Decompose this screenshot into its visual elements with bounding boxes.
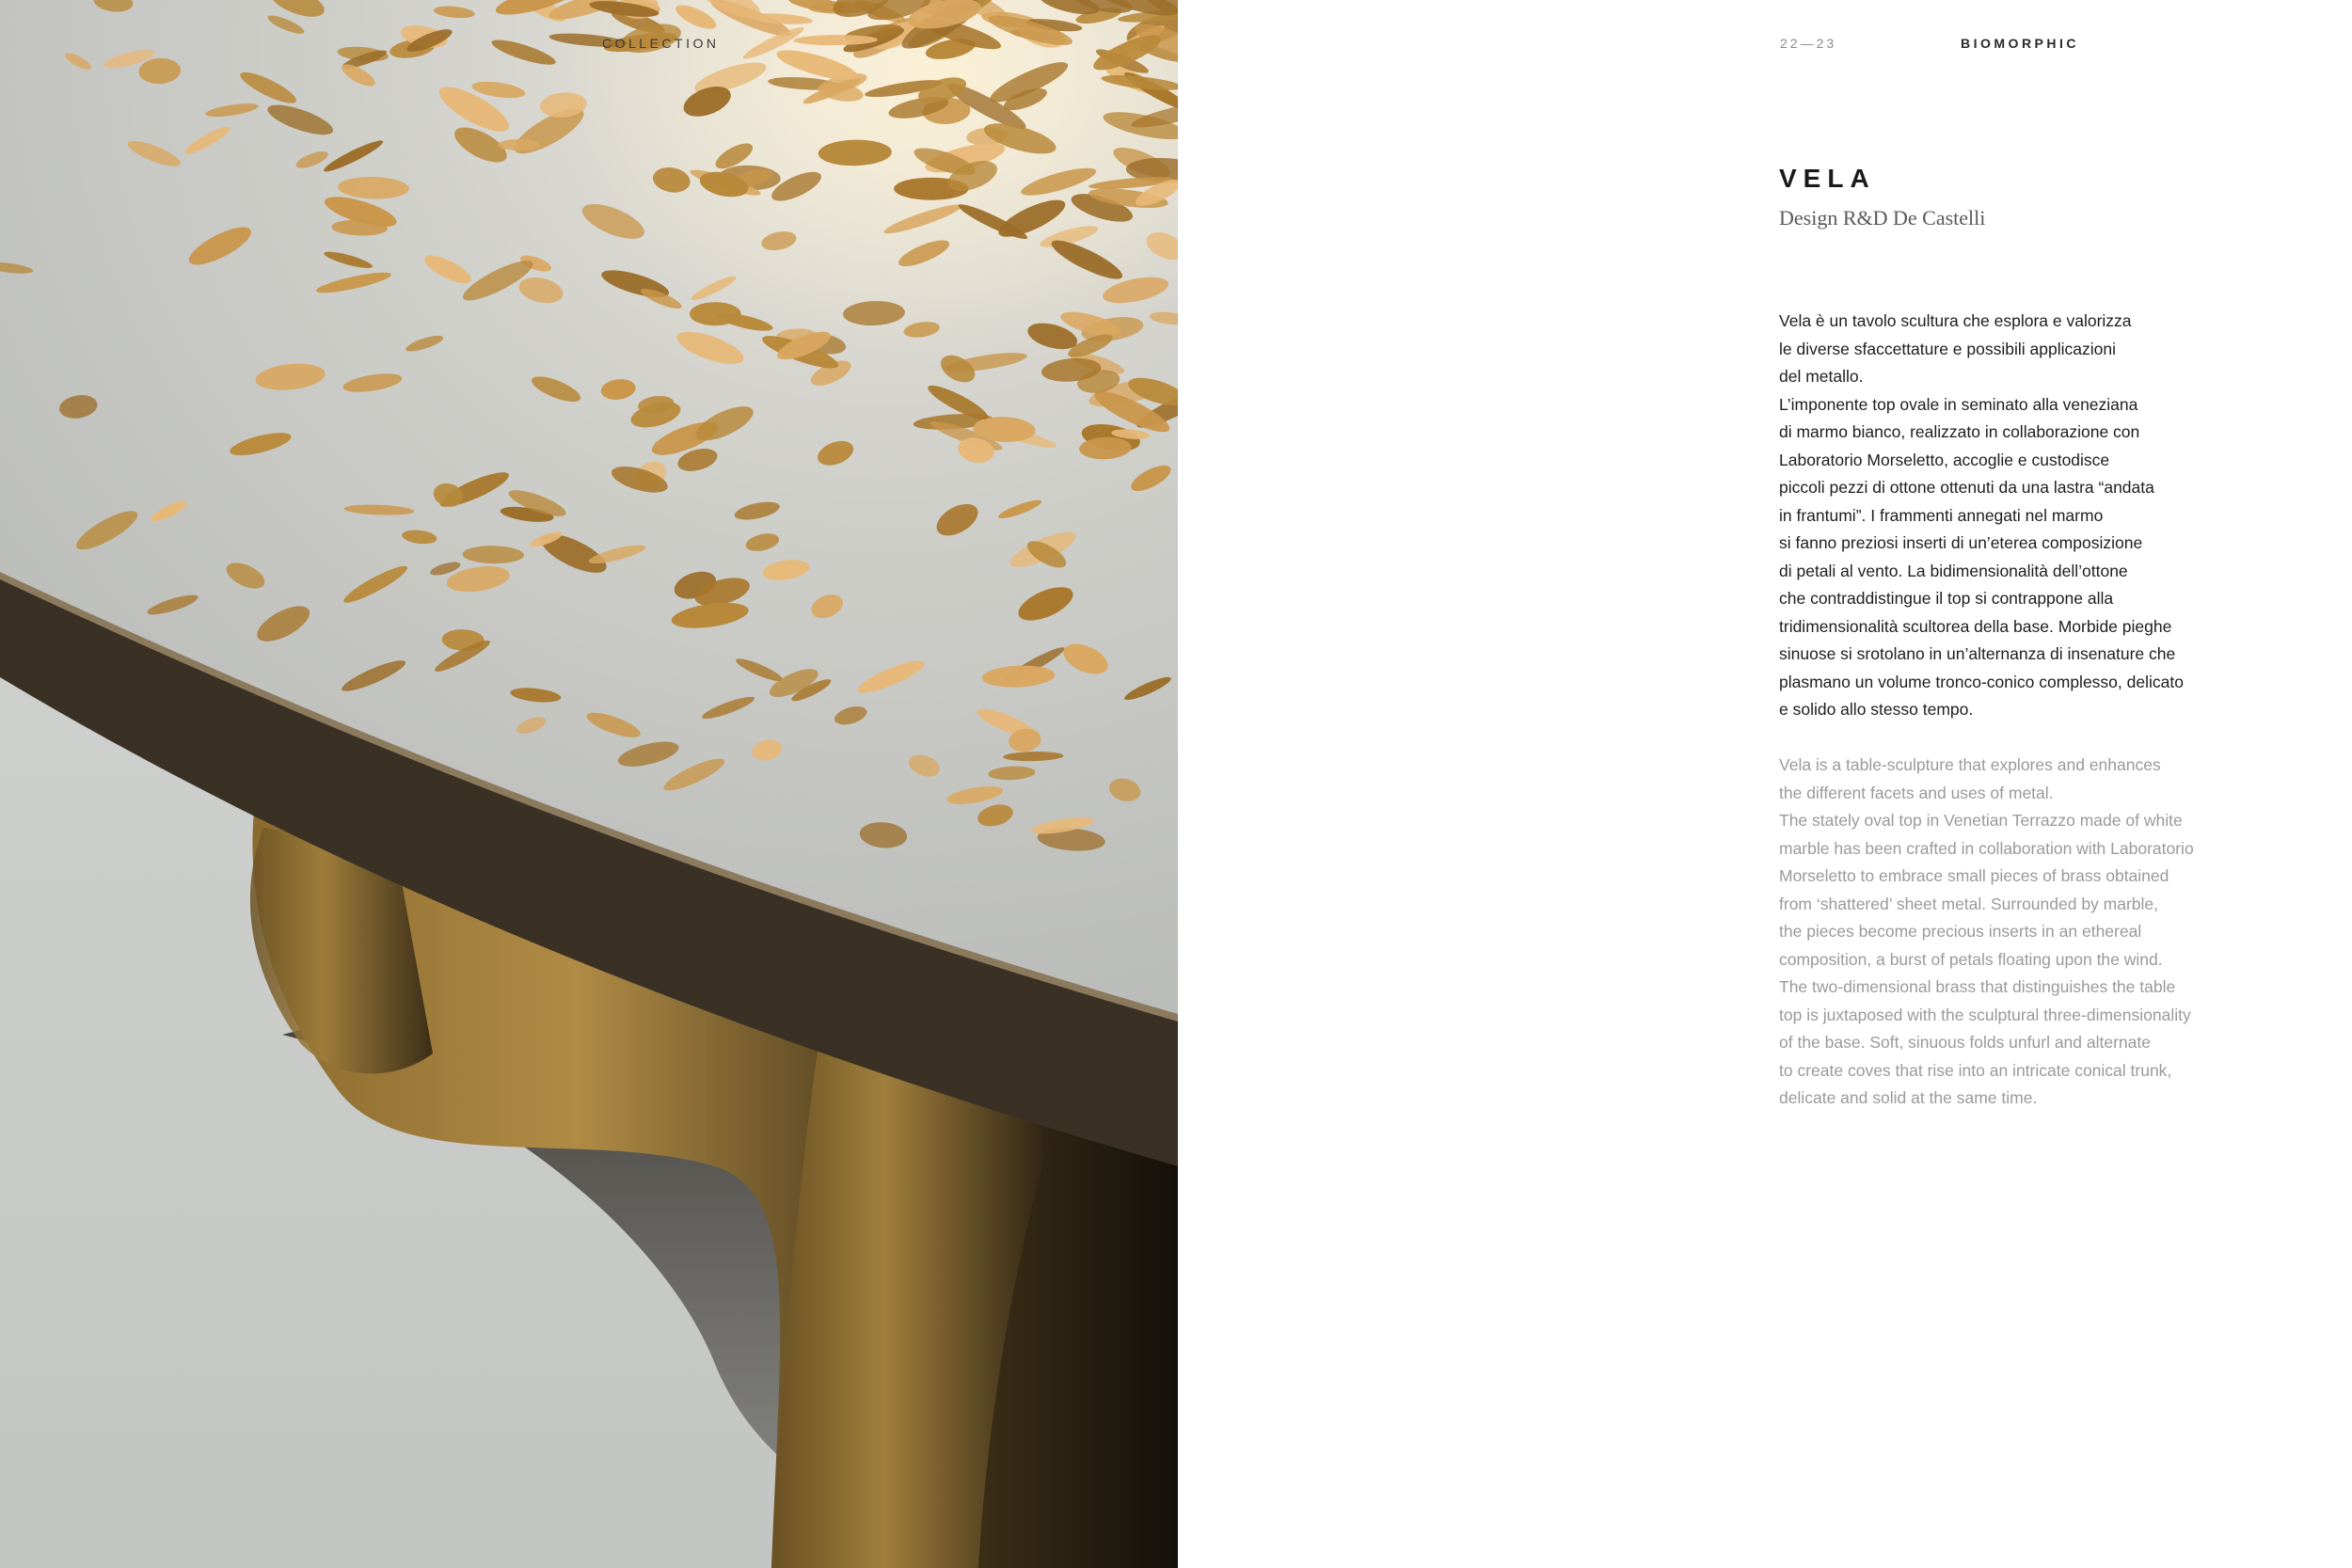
text-line: Laboratorio Morseletto, accoglie e custodisce xyxy=(1779,450,2110,469)
text-line: si fanno preziosi inserti di un’eterea composizione xyxy=(1779,533,2143,552)
text-line: to create coves that rise into an intricate conical trunk, xyxy=(1779,1060,2172,1080)
text-line: The two-dimensional brass that distinguishes the table xyxy=(1779,977,2176,996)
text-line: from ‘shattered’ sheet metal. Surrounded by marble, xyxy=(1779,894,2159,913)
text-line: composition, a burst of petals floating upon the wind. xyxy=(1779,949,2163,969)
text-line: the different facets and uses of metal. xyxy=(1779,783,2054,802)
description-english xyxy=(1779,752,2306,1113)
header-collection-label: COLLECTION xyxy=(602,36,720,51)
text-line: che contraddistingue il top si contrappone alla xyxy=(1779,589,2114,608)
text-line: sinuose si srotolano in un’alternanza di insenature che xyxy=(1779,644,2176,663)
text-line: di petali al vento. La bidimensionalità dell’ottone xyxy=(1779,561,2128,580)
text-line: le diverse sfaccettature e possibili applicazioni xyxy=(1779,339,2116,358)
text-line: Vela is a table-sculpture that explores and enhances xyxy=(1779,755,2161,774)
text-line: e solido allo stesso tempo. xyxy=(1779,700,1974,719)
text-line: marble has been crafted in collaboration with Laboratorio xyxy=(1779,838,2194,858)
section-title: BIOMORPHIC xyxy=(1961,36,2079,51)
product-name: VELA xyxy=(1779,164,1876,193)
text-line: of the base. Soft, sinuous folds unfurl and alternate xyxy=(1779,1033,2151,1052)
text-line: Vela è un tavolo scultura che esplora e valorizza xyxy=(1779,311,2132,330)
text-line: delicate and solid at the same time. xyxy=(1779,1088,2038,1107)
text-line: top is juxtaposed with the sculptural three-dimensionality xyxy=(1779,1005,2191,1024)
text-line: tridimensionalità scultorea della base. Morbide pieghe xyxy=(1779,616,2172,636)
description-italian xyxy=(1779,308,2306,724)
text-line: piccoli pezzi di ottone ottenuti da una lastra “andata xyxy=(1779,478,2154,497)
text-line: di marmo bianco, realizzato in collaborazione con xyxy=(1779,422,2140,441)
text-line: in frantumi”. I frammenti annegati nel marmo xyxy=(1779,505,2104,525)
text-line: The stately oval top in Venetian Terrazzo made of white xyxy=(1779,811,2183,830)
text-line: the pieces become precious inserts in an ethereal xyxy=(1779,922,2142,941)
product-designer: Design R&D De Castelli xyxy=(1779,206,1986,230)
text-line: plasmano un volume tronco-conico complesso, delicato xyxy=(1779,672,2184,691)
text-line: Morseletto to embrace small pieces of brass obtained xyxy=(1779,866,2169,885)
page-numbers: 22—23 xyxy=(1780,36,1837,51)
text-line: L’imponente top ovale in seminato alla veneziana xyxy=(1779,394,2138,414)
text-line: del metallo. xyxy=(1779,367,1864,386)
